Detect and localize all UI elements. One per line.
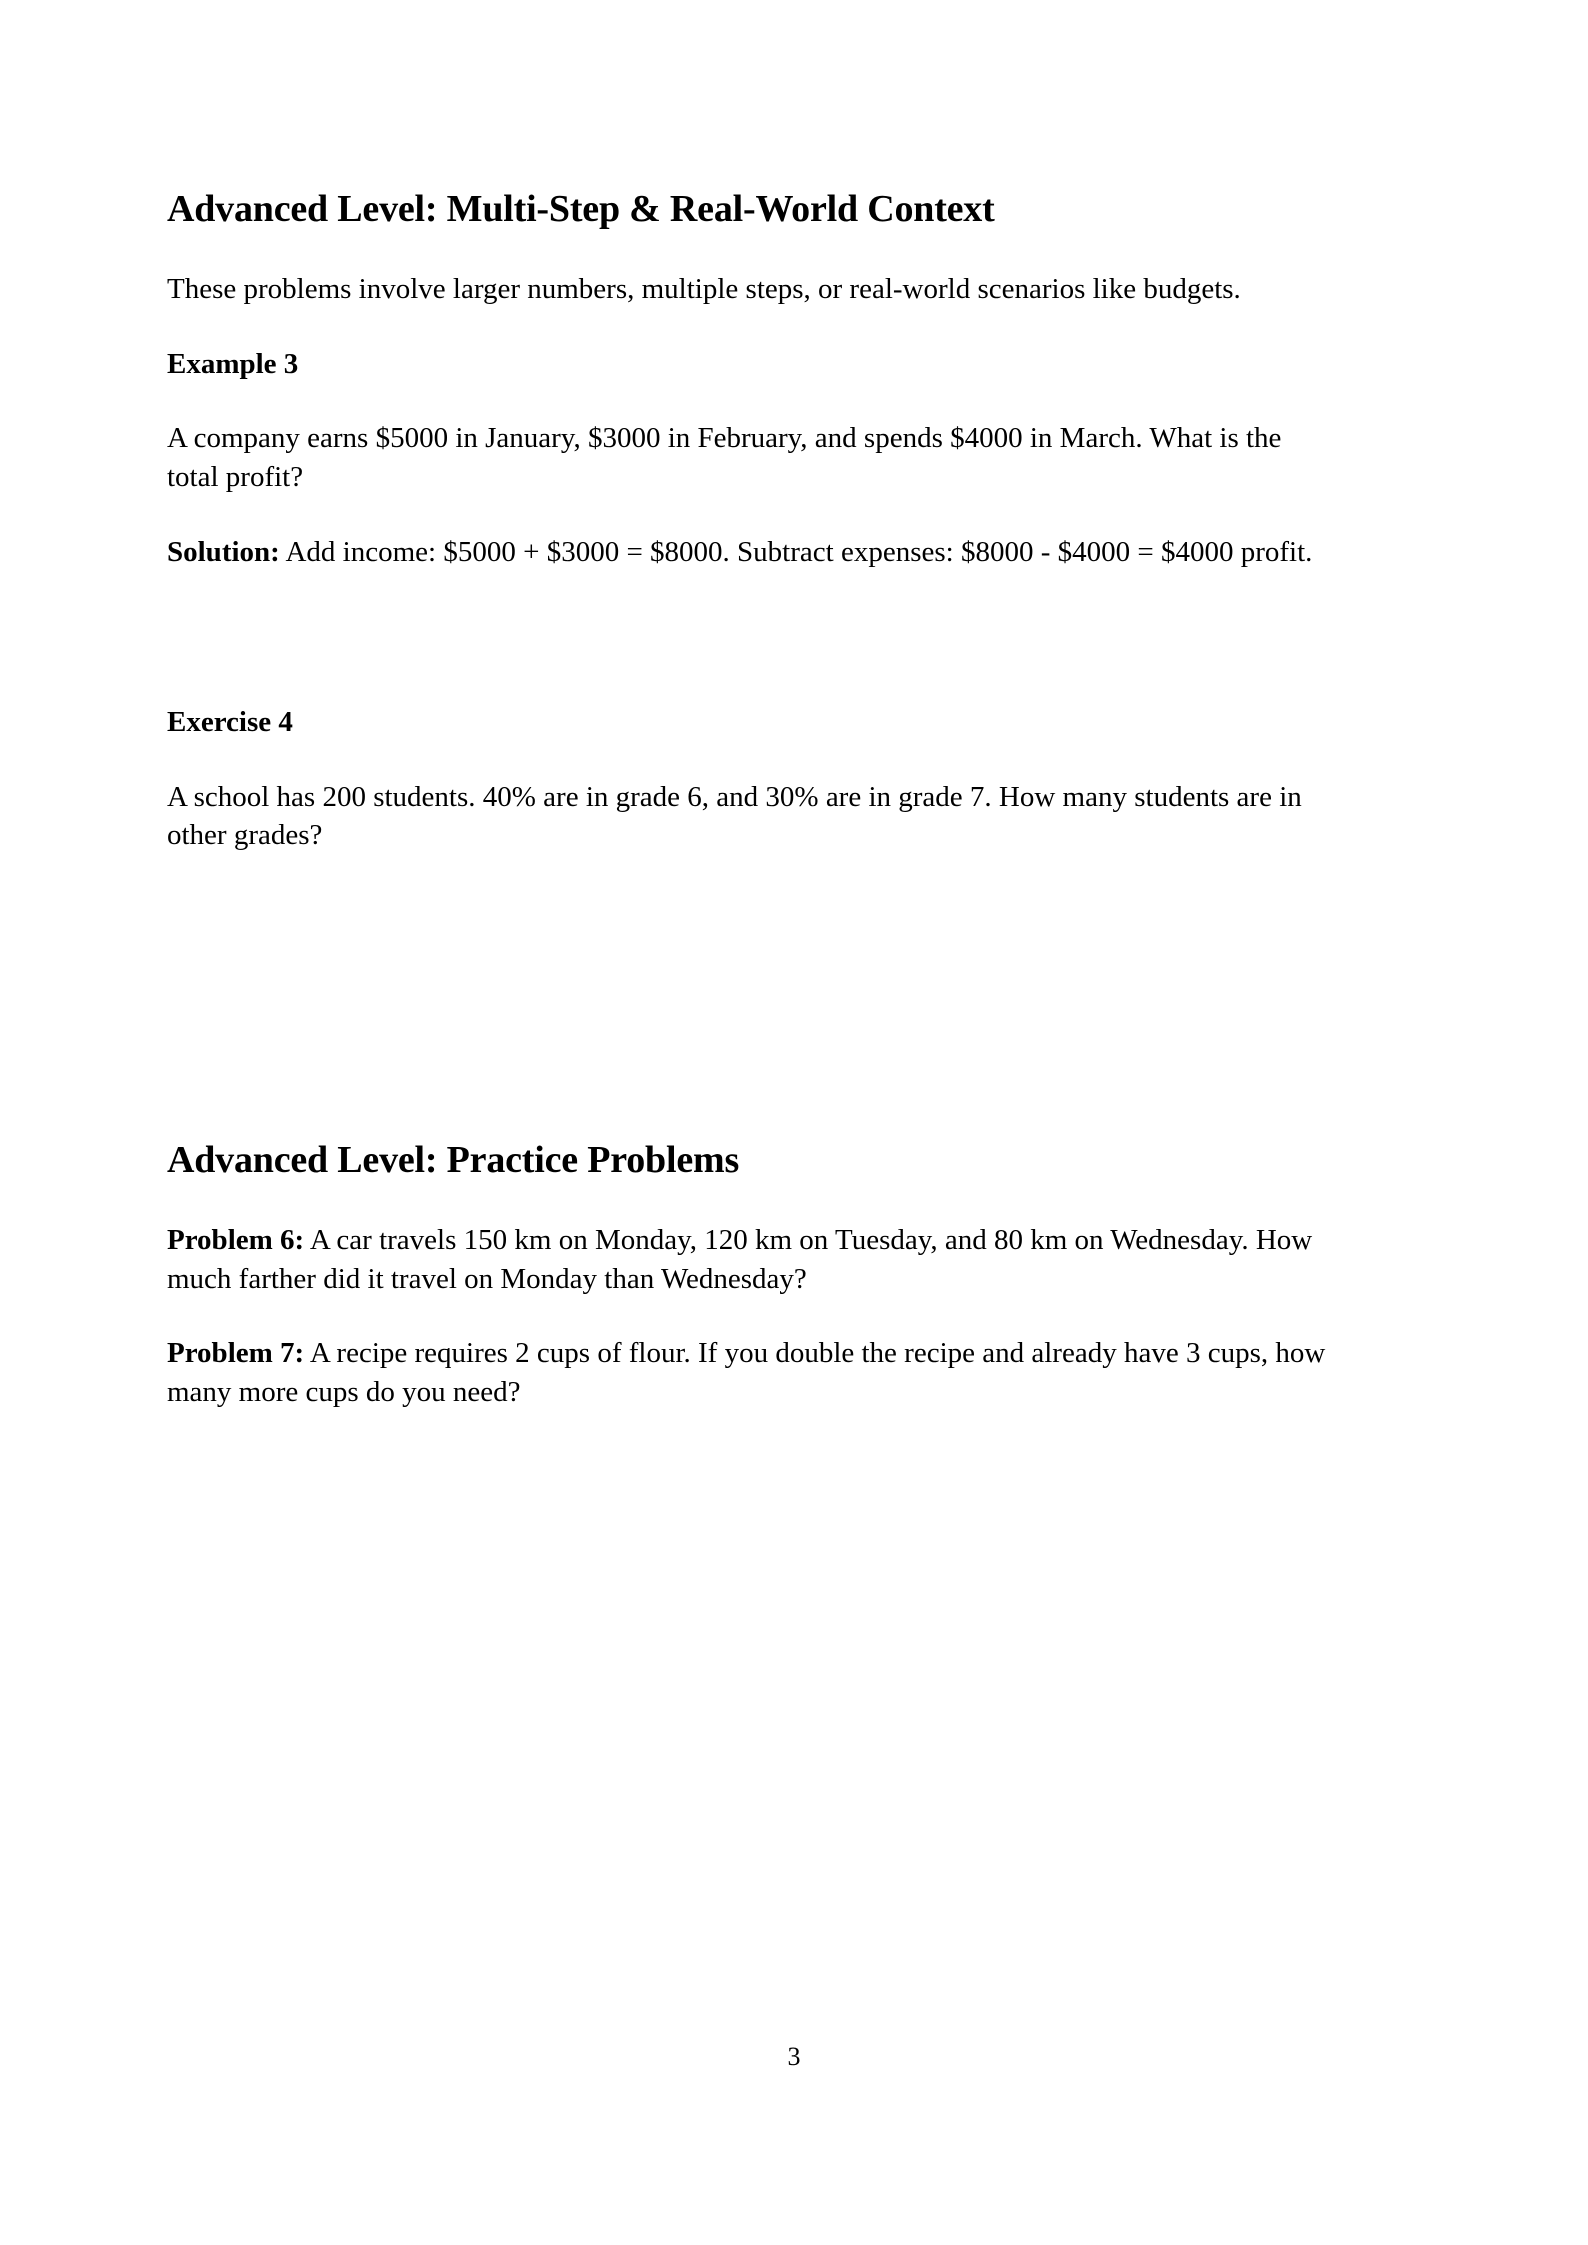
problem-7-label: Problem 7:	[167, 1337, 305, 1370]
practice-problem-6	[167, 1221, 1335, 1298]
section-heading-practice-problems: Advanced Level: Practice Problems	[167, 1138, 740, 1181]
solution-label: Solution:	[167, 535, 280, 568]
spacer-after-solution	[167, 607, 1335, 703]
section-heading-multi-step: Advanced Level: Multi-Step & Real-World Context	[167, 188, 995, 230]
problem-6-text: A car travels 150 km on Monday, 120 km on Tuesday, and 80 km on Wednesday. How much farther did it travel on Monday than Wednesday?	[167, 1224, 1313, 1295]
exercise-label: Exercise 4	[167, 706, 293, 739]
solution-text: Add income: $5000 + $3000 = $8000. Subtract expenses: $8000 - $4000 = $4000 profit.	[285, 535, 1313, 568]
page-number: 3	[787, 2042, 801, 2071]
spacer-before-practice-section	[167, 891, 1335, 1137]
example-problem-text: A company earns $5000 in January, $3000 in February, and spends $4000 in March. What is the total profit?	[167, 422, 1282, 494]
example-label: Example 3	[167, 347, 299, 380]
page-content	[167, 186, 1335, 1447]
problem-6-label: Problem 6:	[167, 1224, 305, 1257]
practice-problem-7	[167, 1334, 1335, 1411]
example-solution-paragraph	[167, 533, 1335, 572]
problem-7-text: A recipe requires 2 cups of flour. If you double the recipe and already have 3 cups, how many more cups do you need?	[167, 1337, 1326, 1408]
section-intro-paragraph: These problems involve larger numbers, multiple steps, or real-world scenarios like budgets.	[167, 273, 1241, 306]
exercise-problem-text: A school has 200 students. 40% are in grade 6, and 30% are in grade 7. How many students are in other grades?	[167, 780, 1302, 852]
